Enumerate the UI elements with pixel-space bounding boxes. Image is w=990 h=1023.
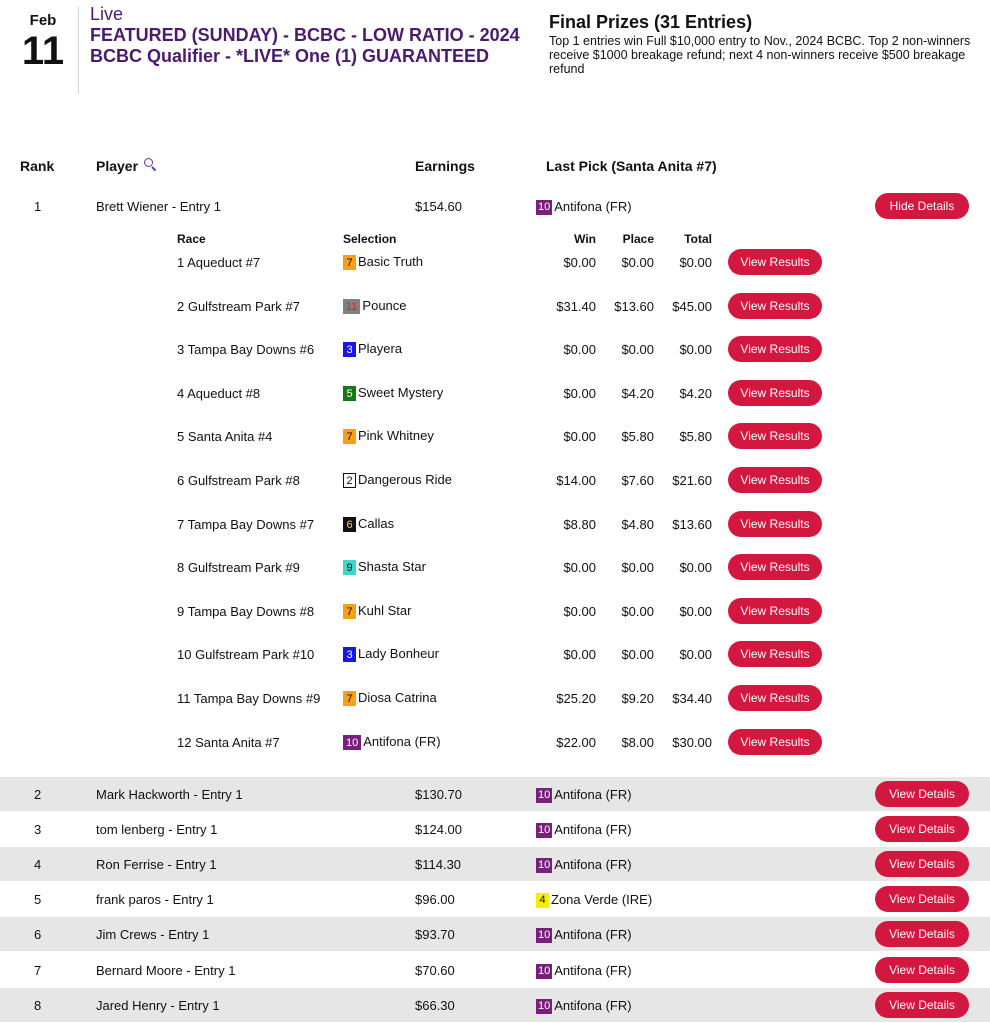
race-row: [0, 553, 990, 581]
horse-name: Antifona (FR): [554, 927, 632, 943]
race-name: 5 Santa Anita #4: [177, 429, 273, 445]
earnings-cell: $93.70: [415, 927, 455, 943]
standings-header: [0, 158, 990, 178]
view-results-button[interactable]: View Results: [728, 641, 822, 667]
last-pick-cell: [536, 892, 652, 908]
view-details-button[interactable]: View Details: [875, 992, 969, 1018]
rank-cell: 5: [34, 892, 42, 908]
place-amount: $4.20: [621, 385, 654, 401]
earnings-cell: $130.70: [415, 787, 462, 802]
horse-name: Diosa Catrina: [358, 690, 437, 705]
saddlecloth-number-badge: 10: [538, 201, 551, 214]
race-name: 12 Santa Anita #7: [177, 734, 280, 750]
place-amount: $9.20: [621, 691, 654, 706]
player-name[interactable]: frank paros - Entry 1: [96, 892, 214, 908]
win-amount: $31.40: [556, 298, 596, 314]
race-name: 11 Tampa Bay Downs #9: [177, 691, 321, 706]
total-amount: $0.00: [679, 255, 712, 270]
rank-cell: 2: [34, 787, 42, 802]
view-results-button[interactable]: View Results: [728, 467, 822, 493]
race-name: 7 Tampa Bay Downs #7: [177, 516, 315, 532]
last-pick-column-header: Last Pick (Santa Anita #7): [546, 158, 717, 174]
race-row: [0, 684, 990, 712]
race-name: 9 Tampa Bay Downs #8: [177, 603, 315, 619]
standings-row: [0, 847, 990, 881]
standings-row-expanded: [0, 192, 990, 220]
total-column-header: Total: [684, 232, 712, 246]
selection-cell: [343, 603, 411, 619]
standings-row: [0, 988, 990, 1022]
selection-cell: [343, 428, 434, 444]
rank-cell: 4: [34, 857, 42, 873]
view-results-button[interactable]: View Results: [728, 423, 822, 449]
saddlecloth-number-badge: 7: [343, 691, 356, 706]
last-pick-cell: [536, 787, 632, 803]
place-amount: $8.00: [621, 734, 654, 750]
prizes-description: Top 1 entries win Full $10,000 entry to Nov., 2024 BCBC. Top 2 non-winners receive $1000 breakage refund; next 4 non-winners receive $500 breakage refund: [549, 34, 971, 76]
earnings-cell: $124.00: [415, 822, 462, 838]
saddlecloth-number-badge: 7: [343, 255, 356, 270]
place-amount: $13.60: [614, 298, 654, 314]
race-row: [0, 728, 990, 756]
saddlecloth-number-badge: 10: [538, 964, 551, 977]
rank-column-header: Rank: [20, 158, 55, 174]
view-results-button[interactable]: View Results: [728, 380, 822, 406]
saddlecloth-number-badge: 6: [343, 517, 356, 532]
view-results-button[interactable]: View Results: [728, 511, 822, 537]
saddlecloth-number-badge: 10: [538, 929, 551, 942]
prizes-title: Final Prizes (31 Entries): [549, 12, 753, 32]
race-row: [0, 510, 990, 538]
horse-name: Antifona (FR): [554, 822, 632, 838]
last-pick-cell: [536, 857, 632, 873]
player-name[interactable]: Ron Ferrise - Entry 1: [96, 857, 217, 873]
event-month: Feb: [29, 12, 57, 29]
horse-name: Shasta Star: [358, 559, 426, 575]
place-amount: $5.80: [621, 429, 654, 445]
total-amount: $30.00: [672, 734, 712, 750]
view-results-button[interactable]: View Results: [728, 729, 822, 755]
place-amount: $0.00: [621, 255, 654, 270]
win-amount: $14.00: [556, 473, 596, 488]
total-amount: $0.00: [679, 560, 712, 576]
view-results-button[interactable]: View Results: [728, 554, 822, 580]
view-details-button[interactable]: View Details: [875, 851, 969, 877]
win-amount: $8.80: [563, 516, 596, 532]
race-row: [0, 466, 990, 494]
total-amount: $0.00: [679, 647, 712, 663]
saddlecloth-number-badge: 3: [343, 647, 356, 662]
event-date: [18, 12, 68, 71]
race-name: 8 Gulfstream Park #9: [177, 560, 300, 576]
prizes-panel: [549, 12, 979, 76]
race-name: 6 Gulfstream Park #8: [177, 473, 300, 488]
tournament-info: [90, 4, 520, 67]
win-amount: $0.00: [563, 342, 596, 358]
horse-name: Antifona (FR): [363, 733, 441, 749]
saddlecloth-number-badge: 10: [538, 789, 551, 802]
place-amount: $0.00: [621, 603, 654, 619]
total-amount: $0.00: [679, 342, 712, 358]
total-amount: $45.00: [672, 298, 712, 314]
earnings-cell: $114.30: [415, 857, 462, 873]
race-name: 4 Aqueduct #8: [177, 385, 261, 401]
player-column-header: [96, 158, 138, 174]
view-results-button[interactable]: View Results: [728, 336, 822, 362]
place-column-header: Place: [622, 232, 654, 246]
saddlecloth-number-badge: 10: [538, 999, 551, 1012]
saddlecloth-number-badge: 10: [538, 824, 551, 837]
view-details-button[interactable]: View Details: [875, 781, 969, 807]
total-amount: $5.80: [679, 429, 712, 445]
saddlecloth-number-badge: 10: [343, 735, 361, 750]
last-pick-cell: [536, 199, 632, 215]
horse-name: Callas: [358, 515, 395, 531]
race-details-header: [0, 232, 990, 248]
tournament-name: FEATURED (SUNDAY) - BCBC - LOW RATIO - 2024 BCBC Qualifier - *LIVE* One (1) GUARANTEED: [90, 25, 520, 66]
selection-cell: [343, 646, 439, 662]
earnings-cell: $154.60: [415, 199, 462, 214]
place-amount: $0.00: [621, 342, 654, 358]
total-amount: $4.20: [679, 385, 712, 401]
race-row: [0, 335, 990, 363]
horse-name: Playera: [358, 341, 403, 357]
win-column-header: Win: [574, 232, 596, 246]
horse-name: Antifona (FR): [554, 962, 632, 978]
last-pick-cell: [536, 963, 632, 979]
rank-cell: 3: [34, 822, 42, 838]
saddlecloth-number-badge: 4: [536, 893, 549, 908]
selection-cell: [343, 472, 452, 488]
saddlecloth-number-badge: 3: [343, 342, 356, 357]
view-results-button[interactable]: View Results: [728, 249, 822, 275]
earnings-column-header: Earnings: [415, 158, 475, 174]
race-name: 3 Tampa Bay Downs #6: [177, 342, 315, 358]
win-amount: $22.00: [556, 734, 596, 750]
horse-name: Kuhl Star: [358, 602, 412, 618]
horse-name: Pounce: [362, 297, 407, 313]
player-name[interactable]: Mark Hackworth - Entry 1: [96, 787, 243, 802]
place-amount: $7.60: [621, 473, 654, 488]
player-name[interactable]: Brett Wiener - Entry 1: [96, 199, 221, 214]
event-day: 11: [21, 29, 65, 73]
selection-column-header: Selection: [343, 232, 397, 246]
horse-name: Antifona (FR): [554, 857, 632, 873]
win-amount: $25.20: [556, 691, 596, 706]
view-details-button[interactable]: View Details: [875, 816, 969, 842]
contest-header: [0, 0, 990, 110]
search-icon[interactable]: [144, 158, 156, 170]
win-amount: $0.00: [563, 255, 596, 270]
rank-cell: 8: [34, 997, 42, 1013]
place-amount: $4.80: [621, 516, 654, 532]
win-amount: $0.00: [563, 560, 596, 576]
view-details-button[interactable]: View Details: [875, 886, 969, 912]
race-column-header: Race: [177, 232, 206, 246]
total-amount: $21.60: [672, 473, 712, 488]
player-name[interactable]: Bernard Moore - Entry 1: [96, 962, 236, 978]
horse-name: Pink Whitney: [358, 428, 434, 444]
view-results-button[interactable]: View Results: [728, 598, 822, 624]
earnings-cell: $70.60: [415, 962, 455, 978]
last-pick-cell: [536, 927, 632, 943]
race-row: [0, 292, 990, 320]
race-row: [0, 379, 990, 407]
view-details-button[interactable]: View Details: [875, 957, 969, 983]
horse-name: Lady Bonheur: [358, 646, 439, 662]
player-column-label: Player: [96, 158, 139, 174]
player-name[interactable]: tom lenberg - Entry 1: [96, 822, 218, 838]
standings-row: [0, 882, 990, 916]
selection-cell: [343, 254, 423, 270]
saddlecloth-number-badge: 5: [343, 386, 356, 401]
last-pick-cell: [536, 998, 632, 1014]
saddlecloth-number-badge: 9: [343, 560, 356, 575]
selection-cell: [343, 341, 402, 357]
header-divider: [78, 6, 79, 94]
view-results-button[interactable]: View Results: [728, 685, 822, 711]
event-status: Live: [90, 4, 124, 24]
rank-cell: 6: [34, 927, 42, 943]
horse-name: Antifona (FR): [554, 199, 632, 214]
race-name: 2 Gulfstream Park #7: [177, 298, 300, 314]
horse-name: Basic Truth: [358, 254, 424, 269]
view-details-button[interactable]: View Details: [875, 921, 969, 947]
standings-row: [0, 812, 990, 846]
win-amount: $0.00: [563, 429, 596, 445]
saddlecloth-number-badge: 7: [343, 604, 356, 619]
horse-name: Antifona (FR): [554, 787, 632, 802]
total-amount: $34.40: [672, 691, 712, 706]
horse-name: Zona Verde (IRE): [551, 892, 653, 908]
race-name: 1 Aqueduct #7: [177, 255, 261, 270]
earnings-cell: $96.00: [415, 892, 455, 908]
place-amount: $0.00: [621, 560, 654, 576]
saddlecloth-number-badge: 10: [538, 859, 551, 872]
selection-cell: [343, 559, 426, 575]
horse-name: Sweet Mystery: [358, 384, 444, 400]
race-row: [0, 422, 990, 450]
total-amount: $0.00: [679, 603, 712, 619]
win-amount: $0.00: [563, 603, 596, 619]
selection-cell: [343, 734, 441, 750]
selection-cell: [343, 298, 407, 314]
player-name[interactable]: Jim Crews - Entry 1: [96, 927, 210, 943]
view-results-button[interactable]: View Results: [728, 293, 822, 319]
selection-cell: [343, 516, 394, 532]
total-amount: $13.60: [672, 516, 712, 532]
race-name: 10 Gulfstream Park #10: [177, 647, 315, 663]
horse-name: Antifona (FR): [554, 997, 632, 1013]
saddlecloth-number-badge: 11: [343, 299, 360, 314]
horse-name: Dangerous Ride: [358, 472, 452, 487]
saddlecloth-number-badge: 2: [343, 473, 356, 488]
hide-details-button[interactable]: Hide Details: [875, 193, 969, 219]
earnings-cell: $66.30: [415, 997, 455, 1013]
rank-cell: 7: [34, 962, 42, 978]
place-amount: $0.00: [621, 647, 654, 663]
race-row: [0, 597, 990, 625]
race-row: [0, 640, 990, 668]
selection-cell: [343, 690, 437, 706]
standings-row: [0, 777, 990, 811]
saddlecloth-number-badge: 7: [343, 429, 356, 444]
standings-row: [0, 953, 990, 987]
win-amount: $0.00: [563, 647, 596, 663]
selection-cell: [343, 385, 443, 401]
player-name[interactable]: Jared Henry - Entry 1: [96, 997, 220, 1013]
race-row: [0, 248, 990, 276]
win-amount: $0.00: [563, 385, 596, 401]
last-pick-cell: [536, 822, 632, 838]
standings-row: [0, 917, 990, 951]
rank-cell: 1: [34, 199, 42, 214]
